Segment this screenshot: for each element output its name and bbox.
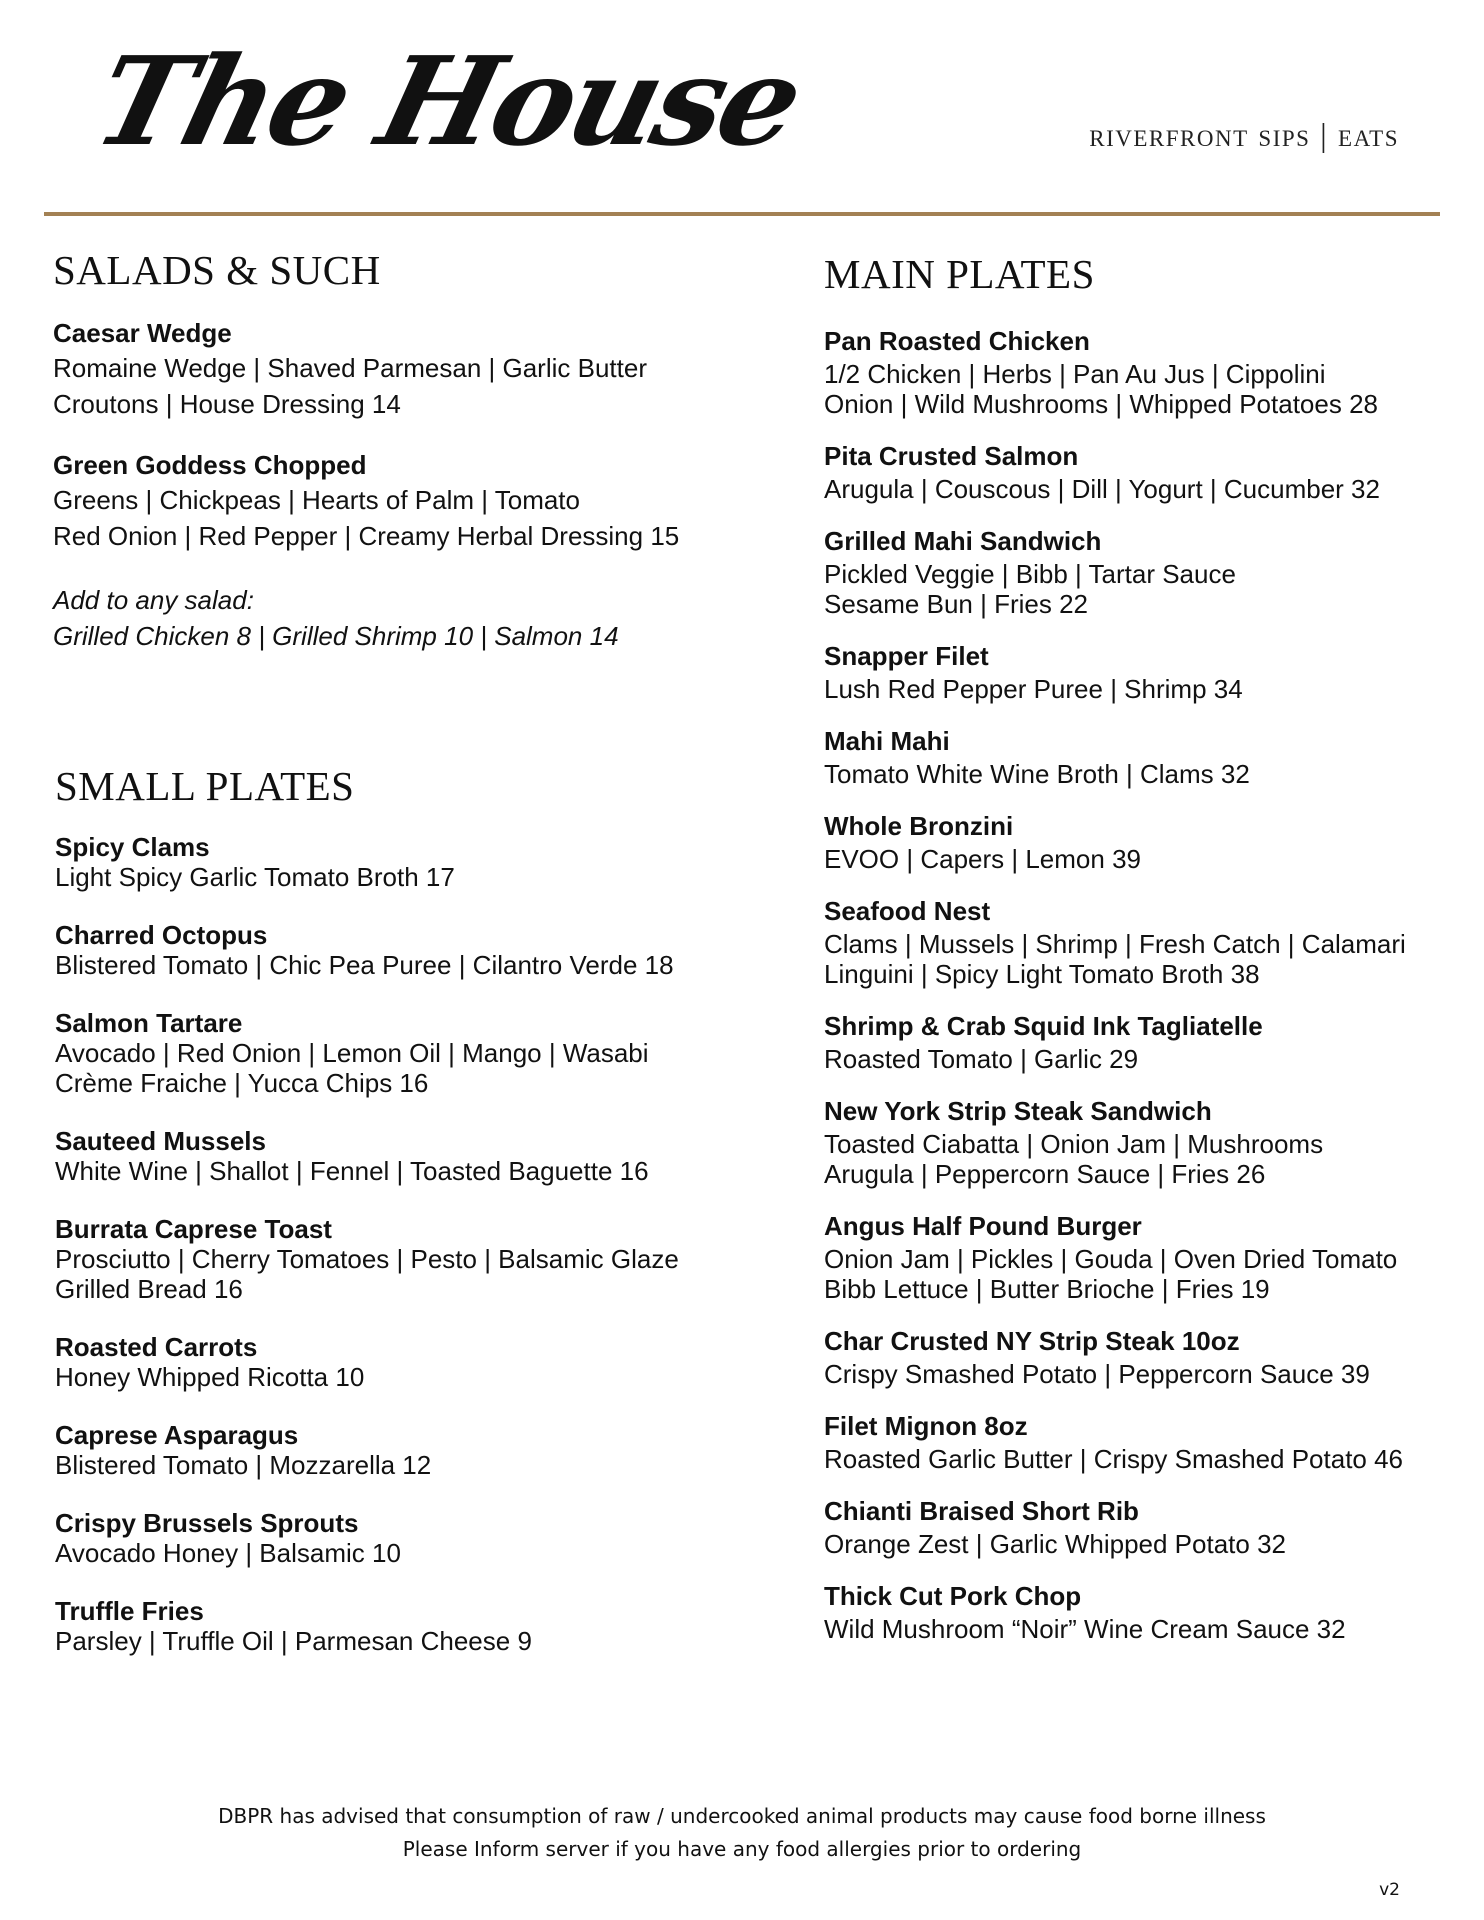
menu-item-line: Onion | Wild Mushrooms | Whipped Potatoes 28 (824, 389, 1378, 419)
menu-item (824, 896, 1444, 989)
menu-item-line: Grilled Bread 16 (55, 1274, 243, 1304)
salad-list (53, 318, 743, 554)
small-plates-section (55, 762, 745, 1684)
addon-title: Add to any salad: (53, 585, 254, 615)
footer-line-2: Please Inform server if you have any food allergies prior to ordering (402, 1837, 1082, 1861)
menu-item-name: Sauteed Mussels (55, 1126, 266, 1156)
menu-item-line: Croutons | House Dressing 14 (53, 389, 401, 419)
menu-item-line: Arugula | Peppercorn Sauce | Fries 26 (824, 1159, 1266, 1189)
menu-item-description (824, 759, 1444, 789)
menu-item-line: Onion Jam | Pickles | Gouda | Oven Dried Tomato (824, 1244, 1398, 1274)
menu-item-name: Pita Crusted Salmon (824, 441, 1079, 471)
footer-line-1: DBPR has advised that consumption of raw / undercooked animal products may cause food borne illness (218, 1804, 1266, 1828)
menu-item-description (55, 1038, 745, 1098)
menu-item-name: Green Goddess Chopped (53, 450, 367, 480)
menu-item-line: Lush Red Pepper Puree | Shrimp 34 (824, 674, 1243, 704)
menu-item-name: Roasted Carrots (55, 1332, 258, 1362)
header-divider (44, 212, 1440, 216)
menu-item (824, 641, 1444, 704)
small-plates-list (55, 832, 745, 1656)
menu-item-description (824, 1129, 1444, 1189)
main-plates-section (824, 250, 1444, 1666)
menu-item-name: Caesar Wedge (53, 318, 232, 348)
menu-item-line: Linguini | Spicy Light Tomato Broth 38 (824, 959, 1260, 989)
menu-item-name: Snapper Filet (824, 641, 989, 671)
menu-item-name: Mahi Mahi (824, 726, 950, 756)
menu-item-name: Charred Octopus (55, 920, 268, 950)
menu-item-name: Char Crusted NY Strip Steak 10oz (824, 1326, 1240, 1356)
menu-item (824, 1581, 1444, 1644)
menu-item-name: Burrata Caprese Toast (55, 1214, 332, 1244)
menu-item-line: Pickled Veggie | Bibb | Tartar Sauce (824, 559, 1236, 589)
menu-item (55, 1008, 745, 1098)
menu-item-description (55, 1450, 745, 1480)
logo: The House (82, 29, 814, 173)
menu-item-line: Clams | Mussels | Shrimp | Fresh Catch | Calamari (824, 929, 1406, 959)
menu-item-description (824, 1044, 1444, 1074)
addon-options: Grilled Chicken 8 | Grilled Shrimp 10 | Salmon 14 (53, 621, 619, 651)
menu-item-line: Toasted Ciabatta | Onion Jam | Mushrooms (824, 1129, 1324, 1159)
menu-item-description (824, 1359, 1444, 1389)
menu-item-description (55, 950, 745, 980)
menu-item-description (824, 359, 1444, 419)
menu-item-line: Prosciutto | Cherry Tomatoes | Pesto | Balsamic Glaze (55, 1244, 679, 1274)
salads-section (53, 246, 743, 654)
menu-item-description (824, 474, 1444, 504)
menu-item-line: Tomato White Wine Broth | Clams 32 (824, 759, 1250, 789)
menu-item-line: Sesame Bun | Fries 22 (824, 589, 1088, 619)
menu-item (824, 811, 1444, 874)
menu-item-line: Blistered Tomato | Mozzarella 12 (55, 1450, 432, 1480)
menu-item-line: Greens | Chickpeas | Hearts of Palm | Tomato (53, 485, 580, 515)
menu-item-line: Honey Whipped Ricotta 10 (55, 1362, 365, 1392)
menu-item-line: Parsley | Truffle Oil | Parmesan Cheese 9 (55, 1626, 532, 1656)
menu-item-line: Roasted Tomato | Garlic 29 (824, 1044, 1139, 1074)
section-title: SMALL PLATES (55, 763, 355, 809)
menu-item (824, 441, 1444, 504)
menu-item-line: Wild Mushroom “Noir” Wine Cream Sauce 32 (824, 1614, 1346, 1644)
menu-item-description (55, 1156, 745, 1186)
menu-item (55, 1214, 745, 1304)
menu-item-name: Caprese Asparagus (55, 1420, 299, 1450)
menu-item-name: Truffle Fries (55, 1596, 204, 1626)
section-title: SALADS & SUCH (53, 247, 381, 293)
menu-item-description (53, 482, 743, 554)
menu-item-name: Angus Half Pound Burger (824, 1211, 1142, 1241)
menu-item-description (824, 674, 1444, 704)
menu-item-description (824, 1614, 1444, 1644)
menu-item-name: Grilled Mahi Sandwich (824, 526, 1102, 556)
menu-item-name: Thick Cut Pork Chop (824, 1581, 1082, 1611)
footer-notice (0, 1800, 1484, 1866)
salad-addon (53, 582, 743, 654)
menu-item (824, 1496, 1444, 1559)
menu-item-name: Spicy Clams (55, 832, 210, 862)
menu-item-description (824, 1244, 1444, 1304)
menu-item-name: Crispy Brussels Sprouts (55, 1508, 359, 1538)
menu-item-line: Red Onion | Red Pepper | Creamy Herbal Dressing 15 (53, 521, 680, 551)
menu-item-line: Avocado | Red Onion | Lemon Oil | Mango | Wasabi (55, 1038, 649, 1068)
menu-item (824, 726, 1444, 789)
menu-item (53, 318, 743, 422)
menu-item (55, 1332, 745, 1392)
menu-item-name: New York Strip Steak Sandwich (824, 1096, 1212, 1126)
menu-item-line: Light Spicy Garlic Tomato Broth 17 (55, 862, 455, 892)
menu-item-description (55, 1538, 745, 1568)
menu-item-name: Whole Bronzini (824, 811, 1014, 841)
menu-item-line: 1/2 Chicken | Herbs | Pan Au Jus | Cippolini (824, 359, 1326, 389)
menu-item-description (53, 350, 743, 422)
main-plates-list (824, 326, 1444, 1644)
menu-item-line: White Wine | Shallot | Fennel | Toasted Baguette 16 (55, 1156, 649, 1186)
menu-item-line: Romaine Wedge | Shaved Parmesan | Garlic Butter (53, 353, 647, 383)
menu-item (824, 1096, 1444, 1189)
menu-item-line: Avocado Honey | Balsamic 10 (55, 1538, 401, 1568)
menu-item (55, 1126, 745, 1186)
menu-item-description (55, 1626, 745, 1656)
menu-item (824, 526, 1444, 619)
menu-item-name: Shrimp & Crab Squid Ink Tagliatelle (824, 1011, 1263, 1041)
menu-item-name: Pan Roasted Chicken (824, 326, 1090, 356)
menu-item-line: Crispy Smashed Potato | Peppercorn Sauce 39 (824, 1359, 1370, 1389)
menu-item (55, 832, 745, 892)
menu-item-description (55, 862, 745, 892)
menu-item-line: Orange Zest | Garlic Whipped Potato 32 (824, 1529, 1286, 1559)
menu-item (824, 1411, 1444, 1474)
menu-item (824, 326, 1444, 419)
menu-item (824, 1211, 1444, 1304)
menu-item-line: Crème Fraiche | Yucca Chips 16 (55, 1068, 429, 1098)
menu-item-name: Seafood Nest (824, 896, 991, 926)
menu-item (55, 920, 745, 980)
menu-item-line: Bibb Lettuce | Butter Brioche | Fries 19 (824, 1274, 1270, 1304)
version-label: v2 (1379, 1880, 1400, 1900)
menu-item-description (824, 929, 1444, 989)
menu-item-line: Blistered Tomato | Chic Pea Puree | Cilantro Verde 18 (55, 950, 674, 980)
menu-item-description (824, 559, 1444, 619)
menu-item (55, 1420, 745, 1480)
menu-item-name: Chianti Braised Short Rib (824, 1496, 1139, 1526)
menu-item-name: Salmon Tartare (55, 1008, 243, 1038)
menu-item-line: EVOO | Capers | Lemon 39 (824, 844, 1141, 874)
section-title: MAIN PLATES (824, 251, 1095, 297)
menu-item-description (824, 1529, 1444, 1559)
menu-item (824, 1326, 1444, 1389)
menu-item (53, 450, 743, 554)
menu-item (824, 1011, 1444, 1074)
menu-item (55, 1508, 745, 1568)
menu-item-line: Roasted Garlic Butter | Crispy Smashed Potato 46 (824, 1444, 1404, 1474)
tagline: riverfront sips | eats (1089, 118, 1399, 154)
menu-item (55, 1596, 745, 1656)
menu-item-description (824, 844, 1444, 874)
menu-item-name: Filet Mignon 8oz (824, 1411, 1028, 1441)
menu-item-line: Arugula | Couscous | Dill | Yogurt | Cucumber 32 (824, 474, 1380, 504)
menu-item-description (55, 1244, 745, 1304)
menu-item-description (55, 1362, 745, 1392)
menu-item-description (824, 1444, 1444, 1474)
